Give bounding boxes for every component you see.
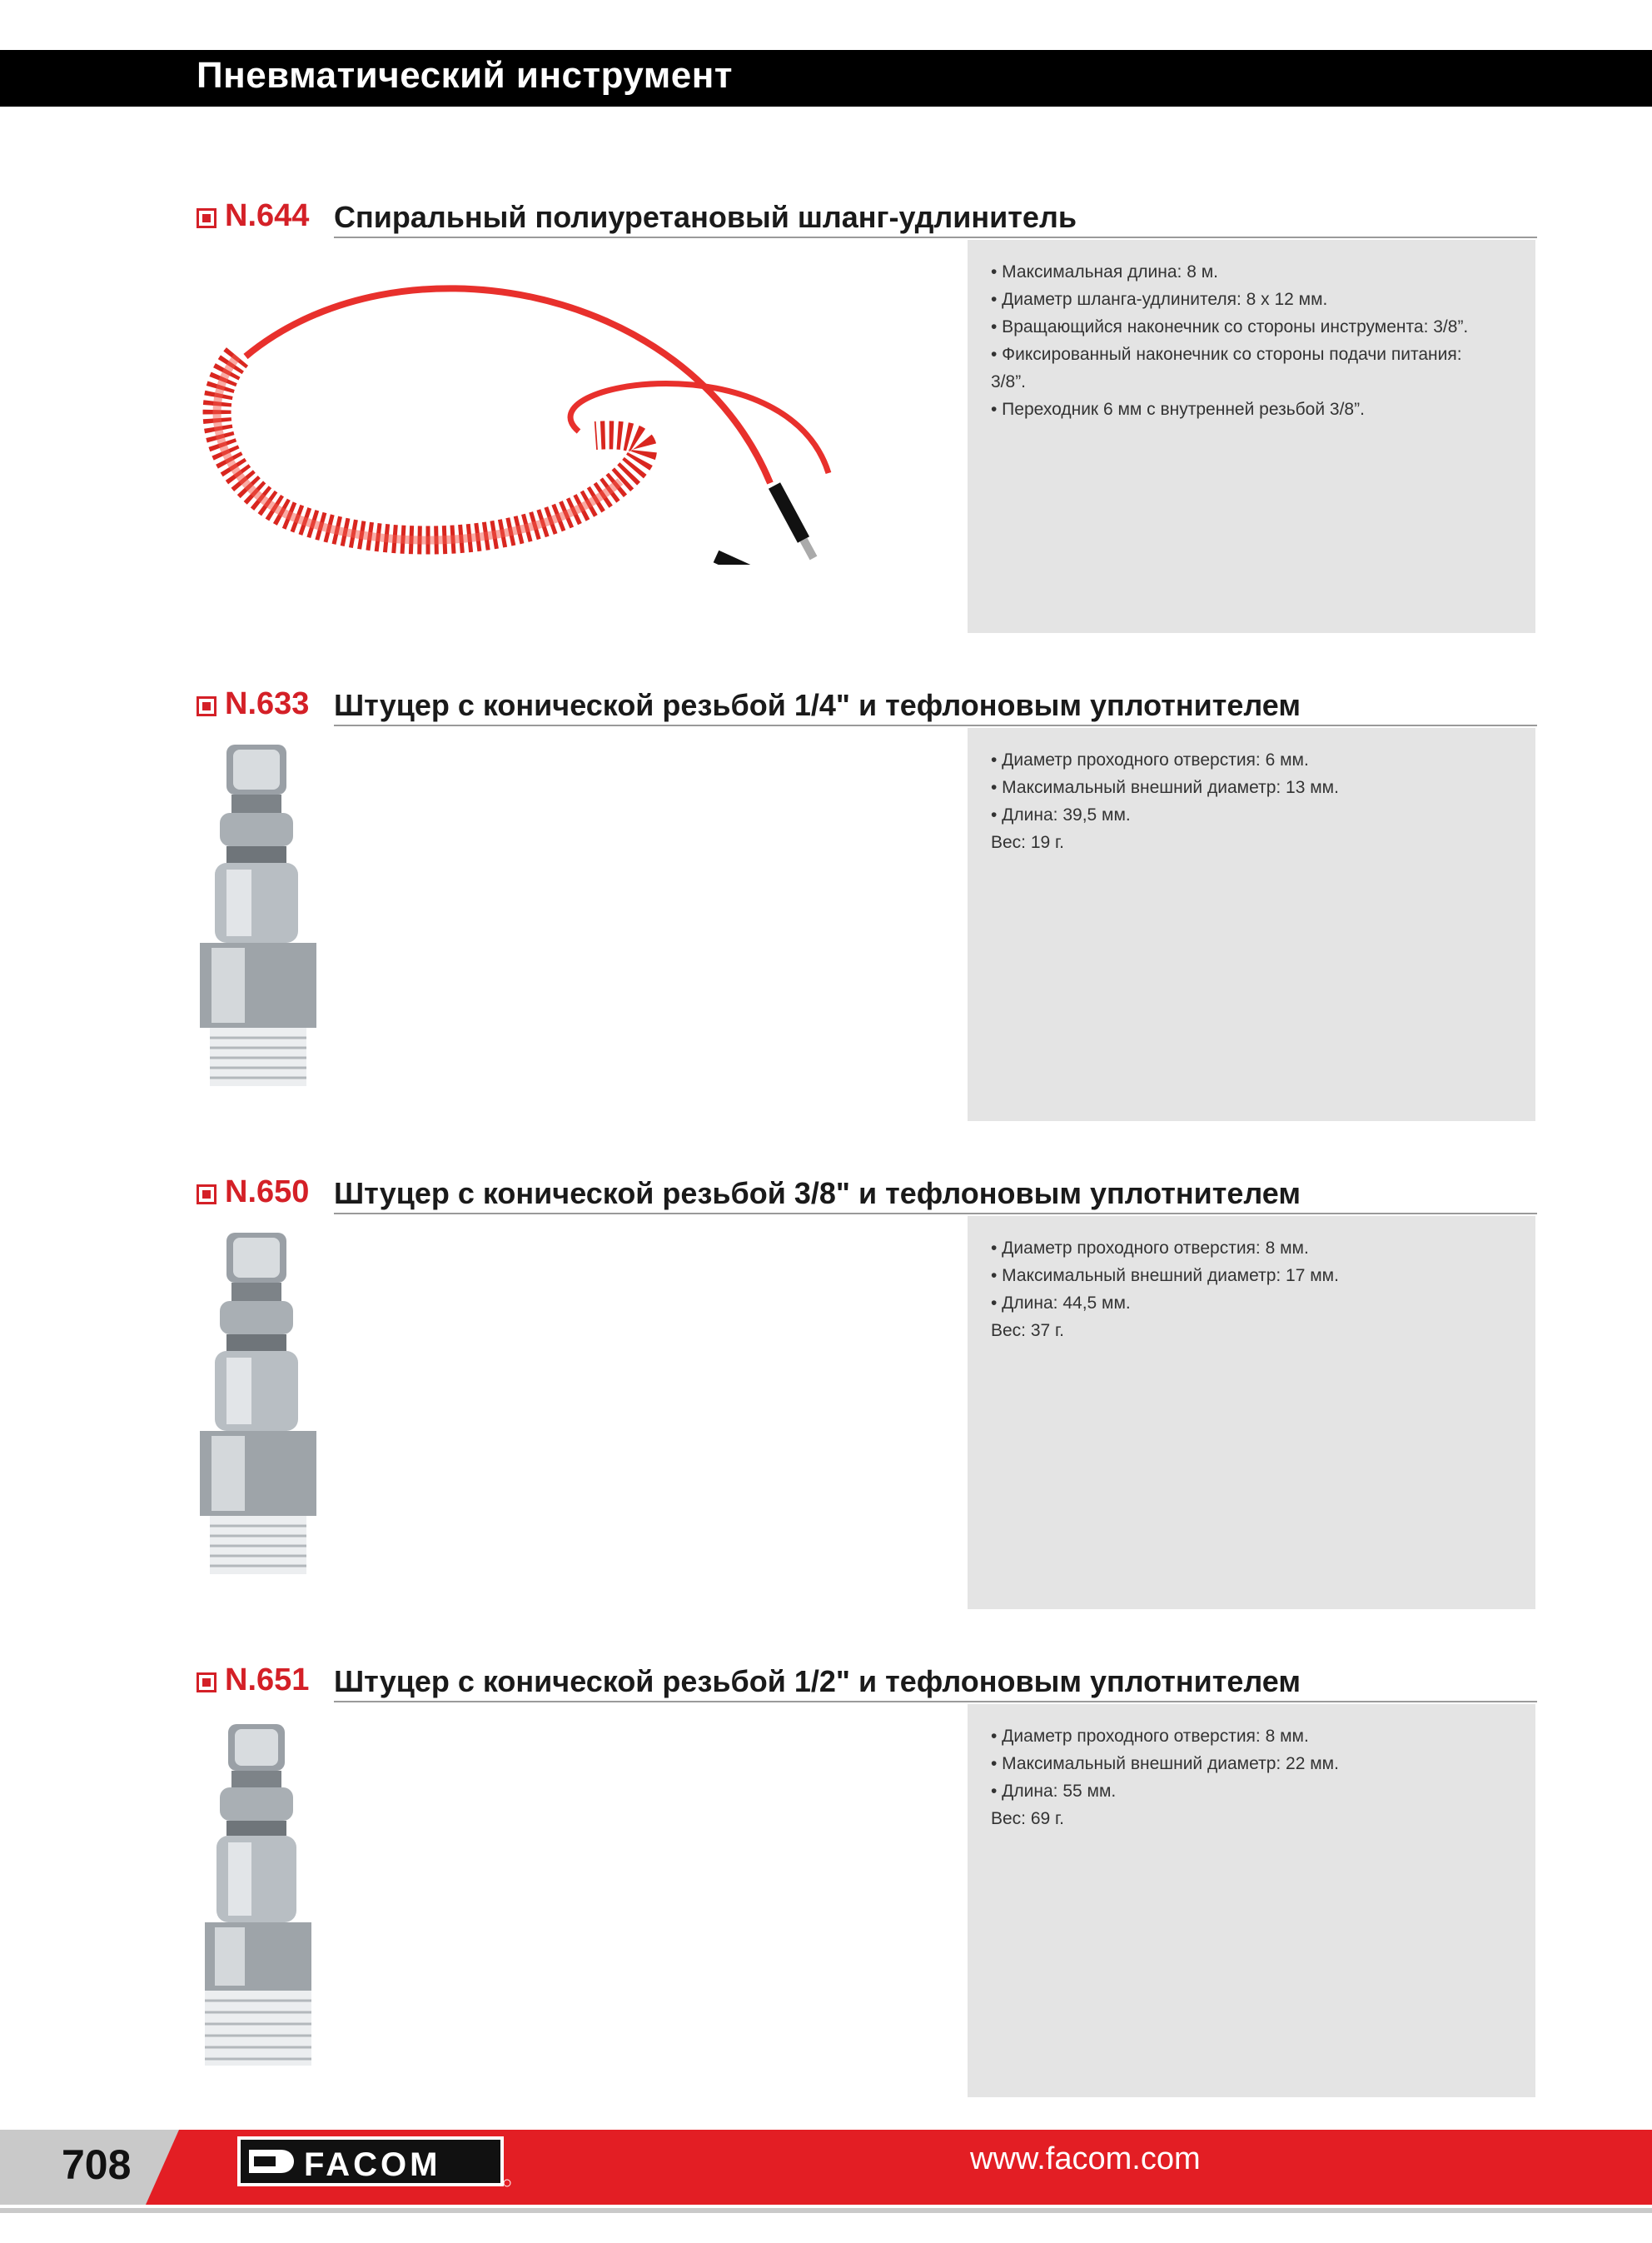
spec-item: Вес: 37 г. <box>991 1321 1064 1340</box>
page-number: 708 <box>62 2141 132 2188</box>
quick-coupler-plug-image <box>192 745 325 1094</box>
spec-item: • Вращающийся наконечник со стороны инструмента: 3/8”. <box>991 317 1469 336</box>
product-title: Штуцер с конической резьбой 1/2" и тефлоновым уплотнителем <box>334 1664 1301 1698</box>
spec-box <box>968 1704 1535 2097</box>
title-underline <box>334 1213 1537 1214</box>
spec-item: 3/8”. <box>991 372 1027 391</box>
spec-box <box>968 240 1535 633</box>
coiled-red-hose-image <box>187 265 878 565</box>
product-title: Штуцер с конической резьбой 3/8" и тефлоновым уплотнителем <box>334 1176 1301 1210</box>
spec-item: • Длина: 55 мм. <box>991 1782 1117 1801</box>
spec-list <box>991 746 1339 856</box>
title-underline <box>334 725 1537 726</box>
spec-item: Вес: 19 г. <box>991 833 1064 852</box>
spec-item: • Диаметр проходного отверстия: 6 мм. <box>991 750 1309 770</box>
brand-name: FACOM <box>304 2146 441 2183</box>
spec-item: Вес: 69 г. <box>991 1809 1064 1828</box>
product-header <box>197 198 1537 240</box>
page-title: Пневматический инструмент <box>197 55 733 96</box>
spec-item: • Максимальная длина: 8 м. <box>991 262 1219 282</box>
quick-coupler-plug-image <box>192 1724 325 2074</box>
website-link[interactable]: www.facom.com <box>970 2141 1201 2176</box>
spec-item: • Максимальный внешний диаметр: 13 мм. <box>991 778 1339 797</box>
spec-list <box>991 1722 1339 1832</box>
facom-logo <box>237 2136 512 2190</box>
spec-item: • Длина: 39,5 мм. <box>991 805 1131 825</box>
product-title: Спиральный полиуретановый шланг-удлинитель <box>334 200 1077 234</box>
red-square-bullet-icon <box>197 696 216 716</box>
red-square-bullet-icon <box>197 1184 216 1204</box>
footer-stripe <box>0 2208 1652 2213</box>
spec-item: • Диаметр шланга-удлинителя: 8 х 12 мм. <box>991 290 1328 309</box>
product-code: N.644 <box>225 198 310 233</box>
product-header <box>197 1662 1537 1704</box>
product-title: Штуцер с конической резьбой 1/4" и тефлоновым уплотнителем <box>334 688 1301 722</box>
red-square-bullet-icon <box>197 208 216 228</box>
product-header <box>197 686 1537 728</box>
spec-item: • Диаметр проходного отверстия: 8 мм. <box>991 1727 1309 1746</box>
title-underline <box>334 1701 1537 1702</box>
spec-item: • Переходник 6 мм с внутренней резьбой 3/8”. <box>991 400 1365 419</box>
title-underline <box>334 237 1537 238</box>
spec-item: • Длина: 44,5 мм. <box>991 1293 1131 1313</box>
product-code: N.650 <box>225 1174 310 1209</box>
spec-item: • Диаметр проходного отверстия: 8 мм. <box>991 1239 1309 1258</box>
spec-item: • Максимальный внешний диаметр: 22 мм. <box>991 1754 1339 1773</box>
spec-item: • Фиксированный наконечник со стороны подачи питания: <box>991 345 1462 364</box>
product-code: N.651 <box>225 1662 310 1697</box>
red-square-bullet-icon <box>197 1672 216 1692</box>
spec-list <box>991 258 1468 423</box>
spec-box <box>968 728 1535 1121</box>
quick-coupler-plug-image <box>192 1233 325 1583</box>
spec-list <box>991 1234 1339 1344</box>
product-header <box>197 1174 1537 1216</box>
product-code: N.633 <box>225 686 310 721</box>
spec-item: • Максимальный внешний диаметр: 17 мм. <box>991 1266 1339 1285</box>
spec-box <box>968 1216 1535 1609</box>
